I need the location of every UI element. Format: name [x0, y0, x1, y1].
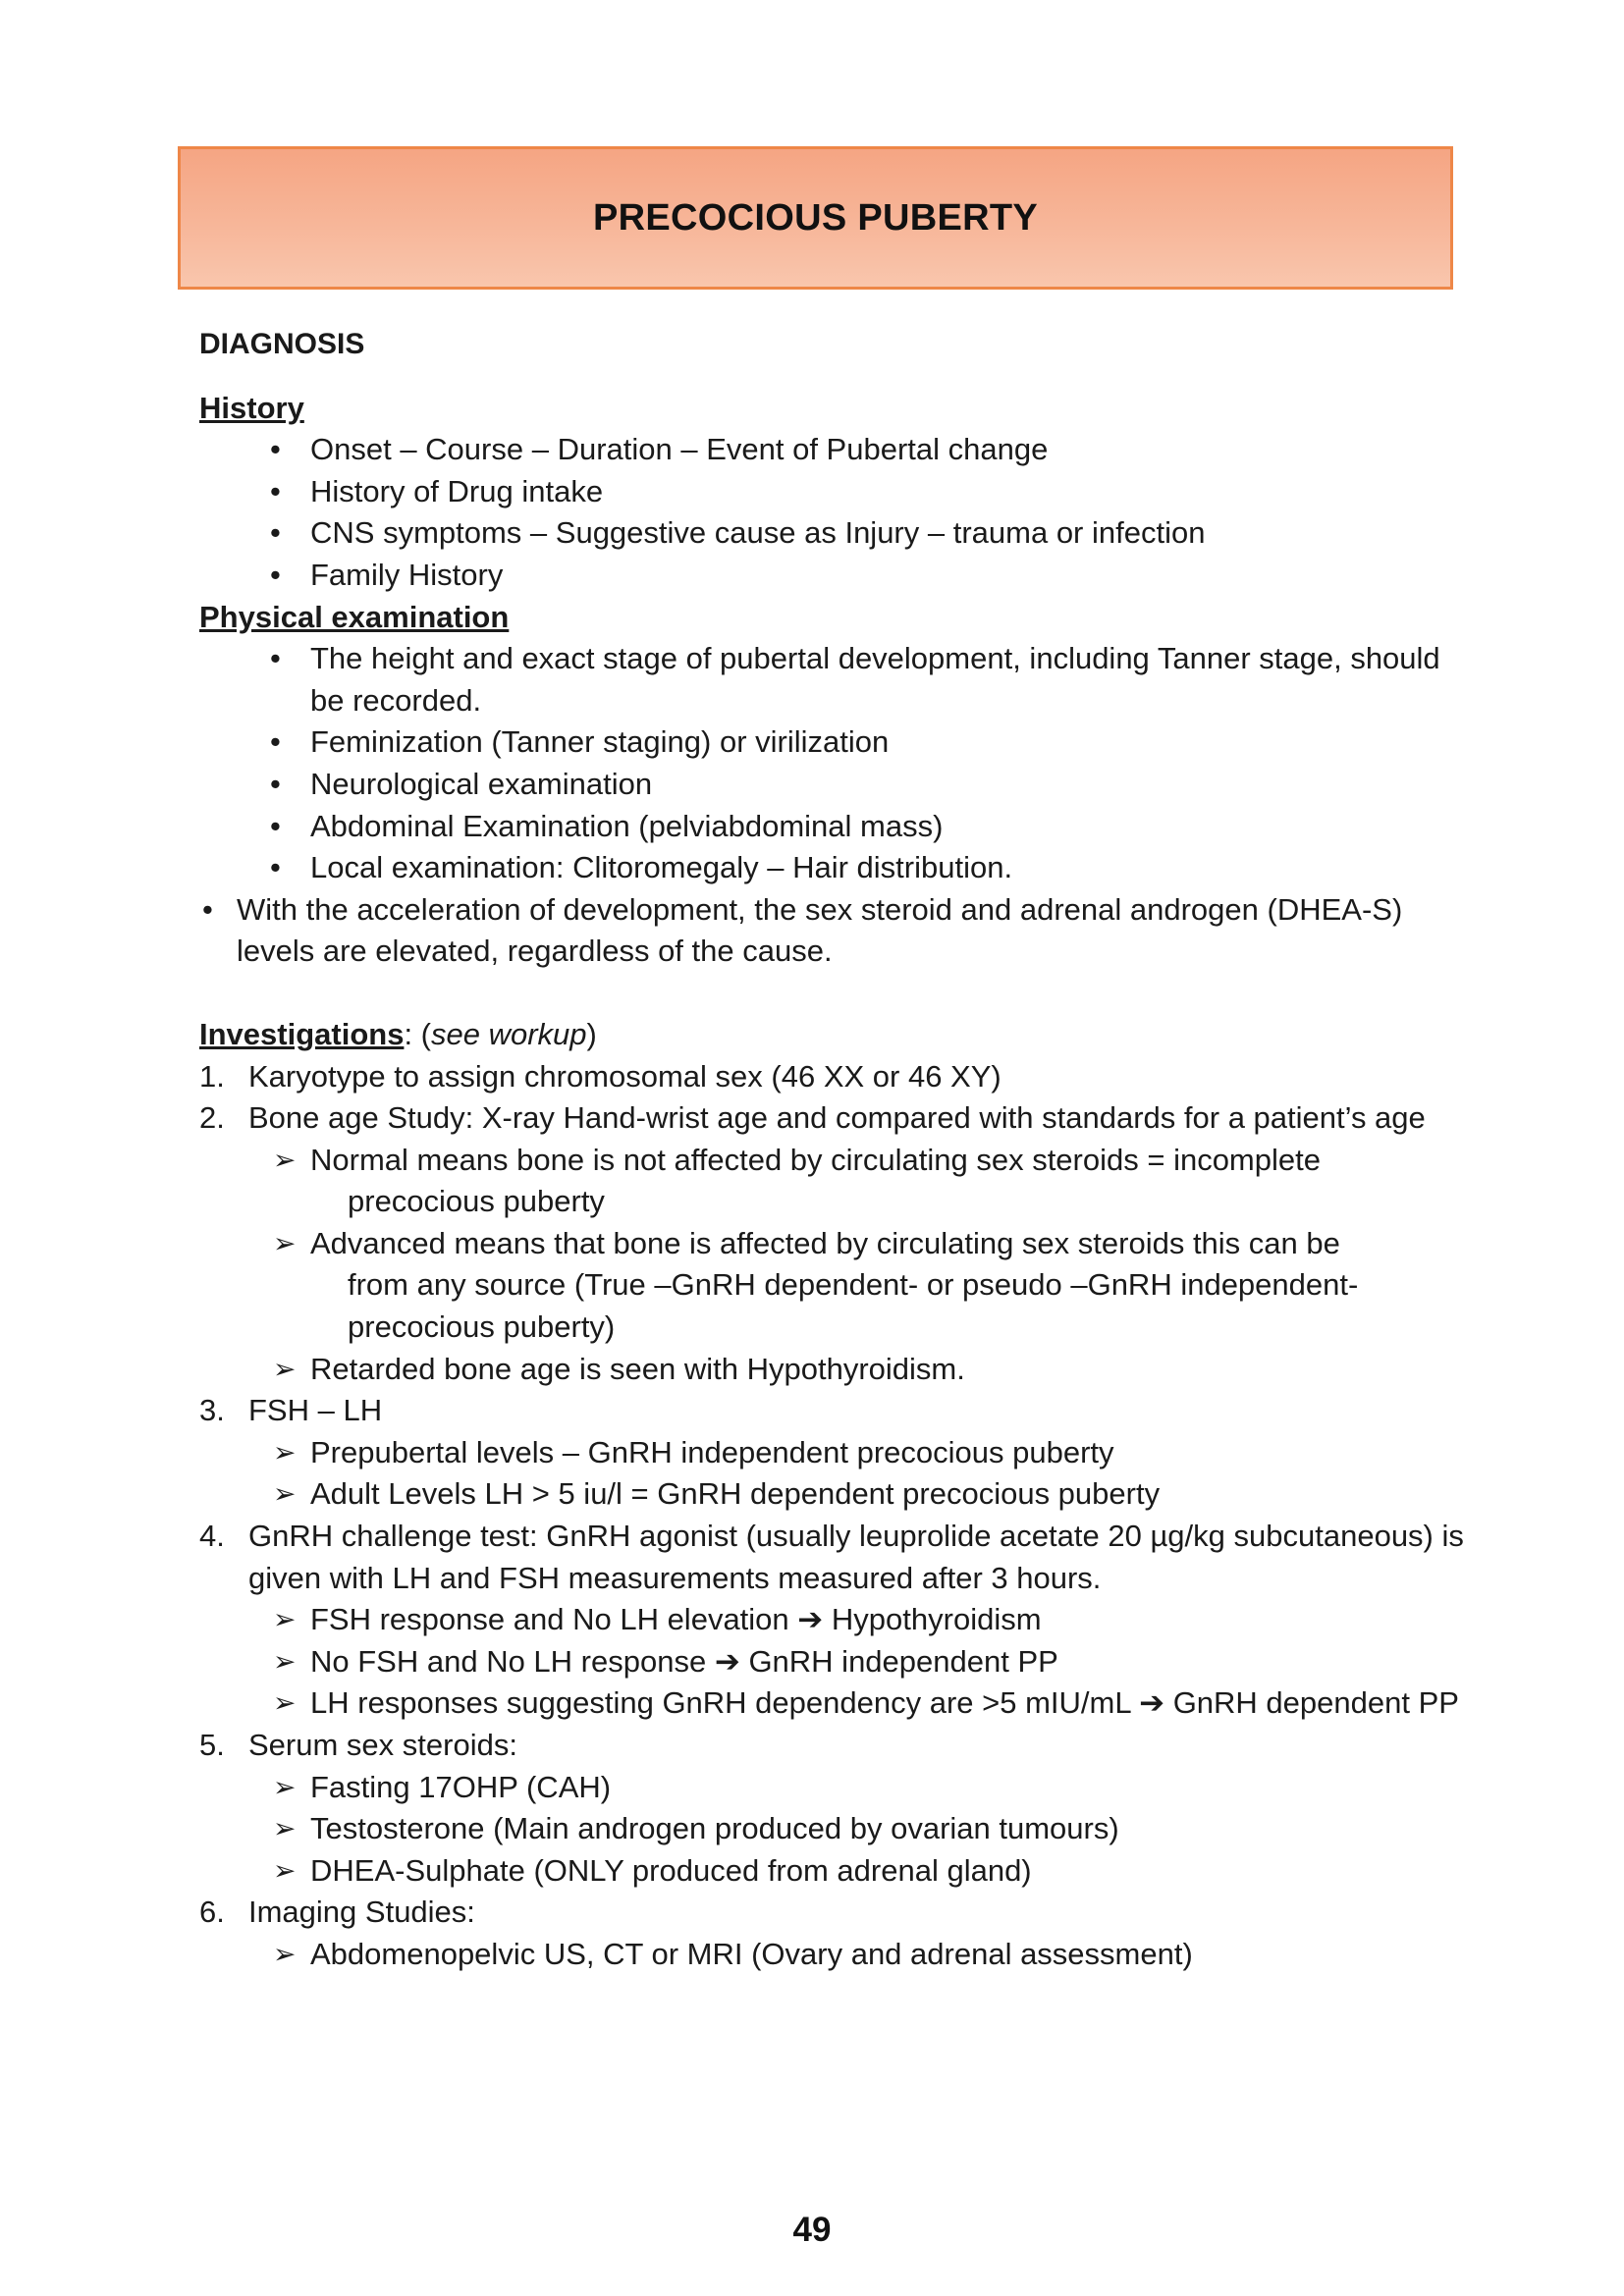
arrow-item-continuation: precocious puberty): [348, 1309, 616, 1345]
arrowhead-bullet-icon: ➢: [273, 1813, 297, 1844]
investigations-heading: Investigations: (see workup): [199, 1016, 597, 1051]
bullet-icon: •: [270, 557, 281, 592]
document-body: [199, 324, 1476, 1976]
arrowhead-bullet-icon: ➢: [273, 1645, 297, 1677]
arrow-item: ➢ Testosterone (Main androgen produced by ovarian tumours): [199, 1808, 1476, 1850]
numbered-item: 3. FSH – LH: [199, 1393, 383, 1428]
bullet-icon: •: [270, 473, 281, 508]
numbered-item: 2. Bone age Study: X-ray Hand-wrist age and compared with standards for a patient’s age: [199, 1100, 1426, 1136]
arrow-item: ➢ Abdomenopelvic US, CT or MRI (Ovary and adrenal assessment): [199, 1934, 1476, 1976]
note-continuation: levels are elevated, regardless of the cause.: [237, 934, 833, 969]
arrow-item: ➢ FSH response and No LH elevation ➔ Hypothyroidism: [199, 1599, 1476, 1641]
numbered-item: 4. GnRH challenge test: GnRH agonist (usually leuprolide acetate 20 µg/kg subcutaneous) is: [199, 1519, 1464, 1554]
list-item: • History of Drug intake: [199, 471, 1476, 513]
bullet-icon: •: [202, 891, 213, 927]
numbered-item-continuation: given with LH and FSH measurements measured after 3 hours.: [248, 1560, 1102, 1595]
list-item: • CNS symptoms – Suggestive cause as Injury – trauma or infection: [199, 512, 1476, 555]
arrow-item: ➢ Fasting 17OHP (CAH): [199, 1767, 1476, 1809]
arrowhead-bullet-icon: ➢: [273, 1854, 297, 1886]
physical-exam-heading: Physical examination: [199, 599, 510, 634]
page-title: PRECOCIOUS PUBERTY: [592, 196, 1038, 239]
bullet-icon: •: [270, 515, 281, 551]
arrow-item: ➢ Prepubertal levels – GnRH independent precocious puberty: [199, 1432, 1476, 1474]
arrow-item: ➢ DHEA-Sulphate (ONLY produced from adrenal gland): [199, 1850, 1476, 1893]
list-item: • The height and exact stage of pubertal development, including Tanner stage, should: [199, 638, 1476, 680]
arrow-item: ➢ Retarded bone age is seen with Hypothyroidism.: [199, 1349, 1476, 1391]
bullet-icon: •: [270, 724, 281, 760]
diagnosis-heading: DIAGNOSIS: [199, 328, 365, 360]
right-arrow-icon: ➔: [714, 1643, 740, 1679]
arrowhead-bullet-icon: ➢: [273, 1353, 297, 1384]
right-arrow-icon: ➔: [797, 1602, 824, 1637]
right-arrow-icon: ➔: [1139, 1685, 1165, 1721]
arrowhead-bullet-icon: ➢: [273, 1478, 297, 1510]
arrow-item: ➢ Normal means bone is not affected by circulating sex steroids = incomplete: [199, 1140, 1476, 1182]
list-item: • Family History: [199, 555, 1476, 597]
arrow-item: ➢ No FSH and No LH response ➔ GnRH independent PP: [199, 1641, 1476, 1683]
title-banner: [178, 146, 1453, 290]
arrowhead-bullet-icon: ➢: [273, 1227, 297, 1258]
list-item-continuation: be recorded.: [310, 682, 482, 718]
bullet-icon: •: [270, 766, 281, 801]
bullet-icon: •: [270, 850, 281, 885]
arrowhead-bullet-icon: ➢: [273, 1436, 297, 1468]
arrow-item-continuation: precocious puberty: [348, 1184, 605, 1219]
bullet-icon: •: [270, 808, 281, 843]
arrowhead-bullet-icon: ➢: [273, 1938, 297, 1969]
arrowhead-bullet-icon: ➢: [273, 1604, 297, 1635]
arrow-item-continuation: from any source (True –GnRH dependent- or pseudo –GnRH independent-: [348, 1267, 1359, 1303]
arrowhead-bullet-icon: ➢: [273, 1771, 297, 1802]
arrow-item: ➢ Adult Levels LH > 5 iu/l = GnRH dependent precocious puberty: [199, 1473, 1476, 1516]
arrow-item: ➢ LH responses suggesting GnRH dependency are >5 mIU/mL ➔ GnRH dependent PP: [199, 1682, 1476, 1725]
numbered-item: 5. Serum sex steroids:: [199, 1728, 517, 1762]
page-number: 49: [792, 2211, 832, 2249]
bullet-icon: •: [270, 432, 281, 467]
list-item: • Feminization (Tanner staging) or virilization: [199, 721, 1476, 764]
list-item: • Local examination: Clitoromegaly – Hair distribution.: [199, 847, 1476, 889]
bullet-icon: •: [270, 641, 281, 676]
arrow-item: ➢ Advanced means that bone is affected by circulating sex steroids this can be: [199, 1223, 1476, 1265]
list-item: • Neurological examination: [199, 764, 1476, 806]
note-item: • With the acceleration of development, the sex steroid and adrenal androgen (DHEA-S): [199, 889, 1476, 932]
arrowhead-bullet-icon: ➢: [273, 1687, 297, 1719]
list-item: • Onset – Course – Duration – Event of Pubertal change: [199, 429, 1476, 471]
numbered-item: 1. Karyotype to assign chromosomal sex (46 XX or 46 XY): [199, 1058, 1001, 1094]
numbered-item: 6. Imaging Studies:: [199, 1895, 475, 1930]
arrowhead-bullet-icon: ➢: [273, 1144, 297, 1175]
history-heading: History: [199, 390, 304, 425]
list-item: • Abdominal Examination (pelviabdominal mass): [199, 806, 1476, 848]
